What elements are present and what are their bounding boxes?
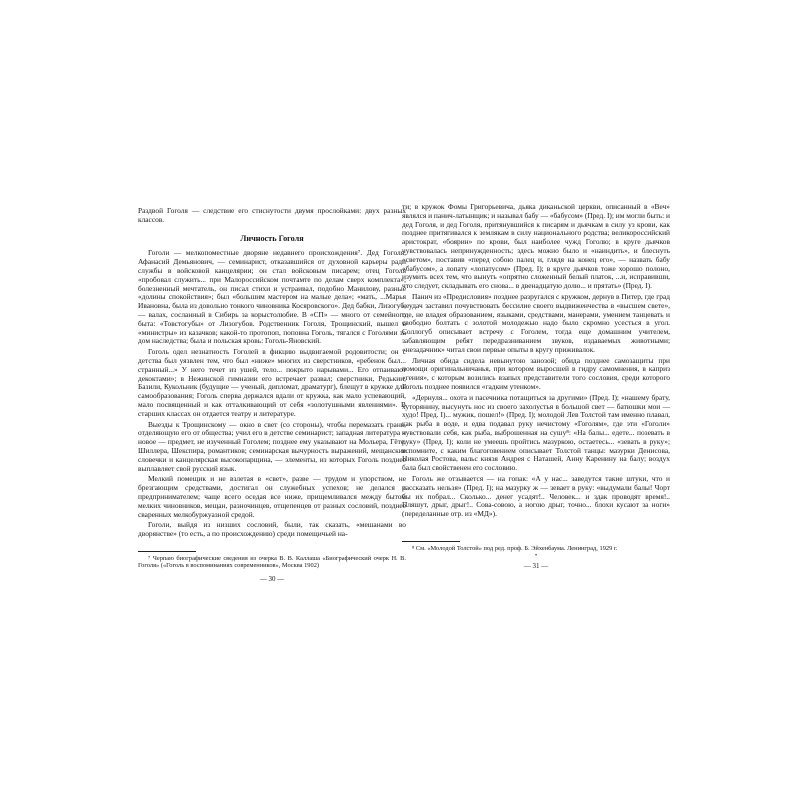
footnote-divider xyxy=(402,541,460,542)
section-title: Личность Гоголя xyxy=(240,233,304,243)
body-paragraph: «Дернуля... охота и пасечника потащиться за другими» (Пред. I); «нашему брату, хуторянину, высунуть нос из своего захолустья в большой свет — батюшки мои — худо! Пред. I)... мужик, пошел!» (Пред. I); молодой Лев Толстой там именно плавал, как рыба в воде, и едва подавал руку нечистому «Гоголям», где эти «Гоголи» чувствовали себя, как рыба, выброшенная на сушу⁸: «На балы... едете... позевать в руку» (Пред. I); коли не умеешь пройтись мазуркою, остаетесь... «зевать в руку»; вспомните, с каким благоговением описывает Толстой танцы: мазурки Денисова, Николая Ростова, вальс князя Андрея с Наташей, Анну Каренину на балу; воздух бала был свойственен его сословию. xyxy=(402,392,670,473)
body-paragraph: Гоголь же отзывается — на гопак: «А у нас... заведутся такие штуки, что и рассказать нельзя» (Пред. I); на мазурку ж — зевает в руку: «выдумали балы! Чорт бы их побрал... Сколько... денег усадят!.. Человек... и здак проводят время!.. Пляшут, дрыг, дрыг!.. Сова-совою, а ногою дрыг, точно... блохи кусают за ноги» (переделанные отр. из «МД»). xyxy=(402,473,670,519)
right-page xyxy=(402,203,670,571)
page-number: — 31 — xyxy=(523,562,549,571)
stray-mark: • xyxy=(534,553,538,560)
body-paragraph: Панич из «Предисловия» позднее разругался с кружком, дернув в Питер, где град неудач заставил почувствовать бессилие своего выдвиженчества в «высшем свете», где, не владея образованием, языками, средствами, манерами, умением танцевать и свободно болтать с золотой молодежью надо было скромно усесться в угол. Соллогуб описывает встречу с Гоголем, тогда еще домашним учителем, забавляющим ребят передразниванием звуков, издаваемых животными; «незадачник» читал свои первые опыты в кругу приживалок. xyxy=(402,291,670,354)
body-paragraph: Выезды к Трощинскому — окно в свет (со стороны), чтобы перемазать грань, отделяющую его от общества; учил его в детстве семинарист; западная литература и новое — предмет, не изученный Гоголем; позднее ему указывают на Мольера, Гёте, Шиллера, Шекспира, романтиков; семинарская вычурность выражений, мещанские словечки и канцелярская высокопарщина, — элементы, из которых Гоголь позднее выплавляет свой русский язык. xyxy=(138,419,406,473)
body-paragraph: Гоголь одел незнатность Гоголей в фикцию выдвигаемой родовитости; он с детства был уязвлен тем, что был «ниже» многих из сверстников, «ребенок был... странный...» У него течет из ушей, тело... покрыто нарывами... Его отпаивают декоктами»; в Нежинской гимназии его встречает развал; сверстники, Редькин, Базили, Кукольник (будущие — ученый, дипломат, драматург), блещут в кружке для самообразования; Гоголь сперва держался вдали от кружка, как мало успевающий, мало посвященный и как отталкивающий от себя «золотушными явлениями». В старших классах он отдается театру и литературе. xyxy=(138,347,406,418)
left-page xyxy=(138,207,406,584)
body-paragraph: Гоголи — мелкопоместные дворяне недавнего происхождения⁷. Дед Гоголя, Афанасий Демьянович, — семинарист, отказавшийся от духовной карьеры ради службы в войсковой канцелярии; он стал войсковым писарем; отец Гоголя «пробовал служить... при Малороссийском почтамте по делам сверх комплекта»; болезненный мечтатель, он писал стихи и устраивал, подобно Манилову, разные «долины спокойствия»; был «большим мастером на малые дела»; «мать, ...Марья Ивановна, была из довольно тонкого чиновника Косяровского». Дед бабки, Лизогуб, — валах, сосланный в Сибирь за корыстолюбие. В «СП» — много от семейного быта: «Товстогубы» от Лизогубов. Родственник Гоголя, Трощинский, вышел в «министры» из казачков; какой-то протопоп, поповна Гоголь, тягался с Гоголями за дом наследства; была и польская кровь: Гоголь-Яновский. xyxy=(138,248,406,346)
footnote: ⁸ См. «Молодой Толстой» под ред. проф. Б. Эйхенбаума. Ленинград, 1929 г. xyxy=(412,544,618,552)
body-paragraph: Мелкий помещик и не взлетая в «свет», разве — трудом и упорством, не брезгающим средствами, достигал он служебных успехов; не делался и предпринимателем; чаще всего оседая все ниже, прищемливался между бытом мелких чиновников, мещан, разночинцев, отщепенцев от разных сословий, позднее сваренных мелкобуржуазной средой. xyxy=(138,474,406,519)
intro-paragraph: Раздвой Гоголя — следствие его стиснутости двумя прослойками: двух разных классов. xyxy=(138,206,406,224)
footnote-divider xyxy=(138,551,196,552)
body-paragraph: ти; в кружок Фомы Григорьевича, дьяка диканьской церкви, описанный в «Веч» являлся и панич-латынщик; и называл бабу — «бабусом» (Пред. I); им могли быть: и дед Гоголя, и дед Гоголя, притянувшийся к писарям и дьячкам в силу уз крови, как позднее притягивался к землякам в силу национального родства; великороссийский аристократ, «боярин» по крови, был наиболее чужд Гоголю; в круге дьячков чувствовалась непринужденность; здесь можно было и «наиндить», и блеснуть «светом», поставив «перед собою палец и, глядя на конец его», — назвать бабу «бабусом», а лопату «лопатусом» (Пред. I); в круге дьячков тоже хорошо полоно, изумить всех тем, что вынуть «опрятно сложенный белый платок, ...и, исправивши, что следует, складывать его снова... в двенадцатую долю... и прятать» (Пред. I). xyxy=(402,202,670,291)
body-paragraph: Гоголи, выйдя из низших сословий, были, так сказать, «мешанами во дворянстве» (то есть, а по происхождению) среди помещичьей на- xyxy=(138,520,406,539)
body-paragraph: Личная обида сидела невынутою занозой; обида позднее самозащиты при помощи оригинальничанья, при котором выросшей в гидру самомнения, в каприз «гения», с которым возились взапых представители того сословия, среди которого Гоголь позднее появился «гадким утенком». xyxy=(402,355,670,391)
footnote: ⁷ Черпаю биографические сведения из очерка В. В. Каллаша «Биографический очерк Н. В. Гоголя» («Гоголь в воспоминаниях современников», Москва 1902) xyxy=(138,554,406,570)
page-number: — 30 — xyxy=(259,575,285,584)
